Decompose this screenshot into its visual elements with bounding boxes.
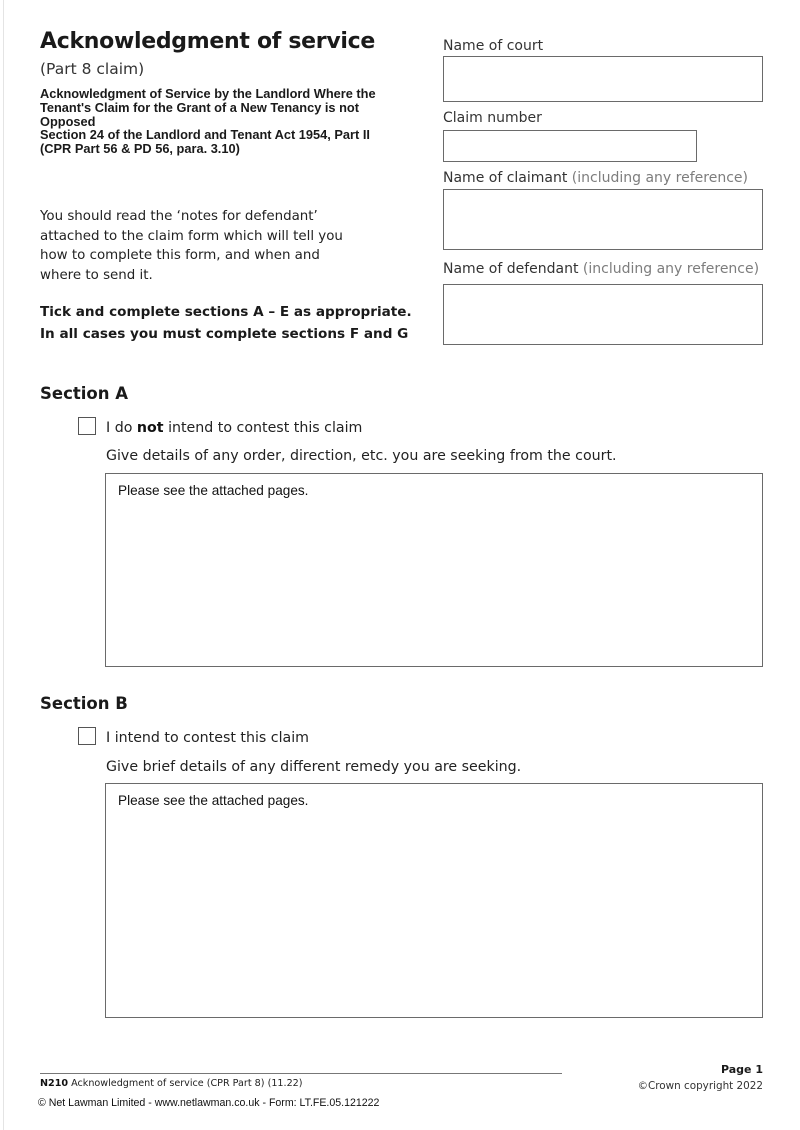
section-b-details-text: Please see the attached pages. bbox=[118, 793, 309, 808]
description-line: Opposed bbox=[40, 113, 96, 129]
description-line: (CPR Part 56 & PD 56, para. 3.10) bbox=[40, 141, 240, 157]
form-description bbox=[40, 87, 425, 156]
defendant-label: Name of defendant (including any reference) bbox=[443, 261, 760, 277]
notes-line: how to complete this form, and when and bbox=[40, 248, 320, 264]
claimant-hint: (including any reference) bbox=[571, 170, 748, 186]
notes-line: where to send it. bbox=[40, 267, 153, 283]
description-line: Tenant's Claim for the Grant of a New Tenancy is not bbox=[40, 99, 359, 115]
defendant-hint: (including any reference) bbox=[582, 261, 760, 277]
section-b-checkbox-label: I intend to contest this claim bbox=[106, 730, 310, 746]
section-a-checkbox[interactable] bbox=[78, 417, 96, 435]
section-a-details-text: Please see the attached pages. bbox=[118, 483, 309, 498]
form-subtitle: (Part 8 claim) bbox=[40, 60, 145, 78]
crown-copyright: ©Crown copyright 2022 bbox=[637, 1080, 763, 1092]
defendant-name-field[interactable] bbox=[443, 284, 763, 345]
section-a-details-field[interactable] bbox=[105, 473, 763, 667]
footer-rule bbox=[40, 1073, 562, 1074]
page-edge bbox=[3, 0, 4, 1130]
form-title: Acknowledgment of service bbox=[40, 29, 375, 54]
publisher-notice: © Net Lawman Limited - www.netlawman.co.uk - Form: LT.FE.05.121222 bbox=[38, 1097, 380, 1109]
court-name-field[interactable] bbox=[443, 56, 763, 102]
description-line: Section 24 of the Landlord and Tenant Act 1954, Part II bbox=[40, 127, 370, 143]
notes-for-defendant bbox=[40, 207, 400, 285]
notes-line: attached to the claim form which will tell you bbox=[40, 228, 343, 244]
notes-line: You should read the ‘notes for defendant’ bbox=[40, 209, 318, 224]
section-b-instruction: Give brief details of any different remedy you are seeking. bbox=[106, 759, 522, 775]
section-a-checkbox-label: I do not intend to contest this claim bbox=[106, 420, 363, 436]
claim-number-label: Claim number bbox=[443, 110, 542, 126]
claimant-name-field[interactable] bbox=[443, 189, 763, 250]
claimant-label: Name of claimant (including any reference) bbox=[443, 170, 748, 186]
section-b-heading: Section B bbox=[40, 694, 128, 713]
court-label: Name of court bbox=[443, 38, 544, 54]
instruction-line: In all cases you must complete sections F and G bbox=[40, 325, 409, 342]
form-code: N210 Acknowledgment of service (CPR Part 8) (11.22) bbox=[40, 1078, 303, 1089]
page-number: Page 1 bbox=[720, 1063, 763, 1076]
instruction-line: Tick and complete sections A – E as appropriate. bbox=[40, 304, 412, 320]
section-a-instruction: Give details of any order, direction, etc. you are seeking from the court. bbox=[106, 448, 617, 464]
section-a-heading: Section A bbox=[40, 384, 128, 403]
section-b-checkbox[interactable] bbox=[78, 727, 96, 745]
description-line: Acknowledgment of Service by the Landlord Where the bbox=[40, 86, 376, 101]
completion-instructions bbox=[40, 302, 412, 345]
claim-number-field[interactable] bbox=[443, 130, 697, 162]
section-b-details-field[interactable] bbox=[105, 783, 763, 1018]
